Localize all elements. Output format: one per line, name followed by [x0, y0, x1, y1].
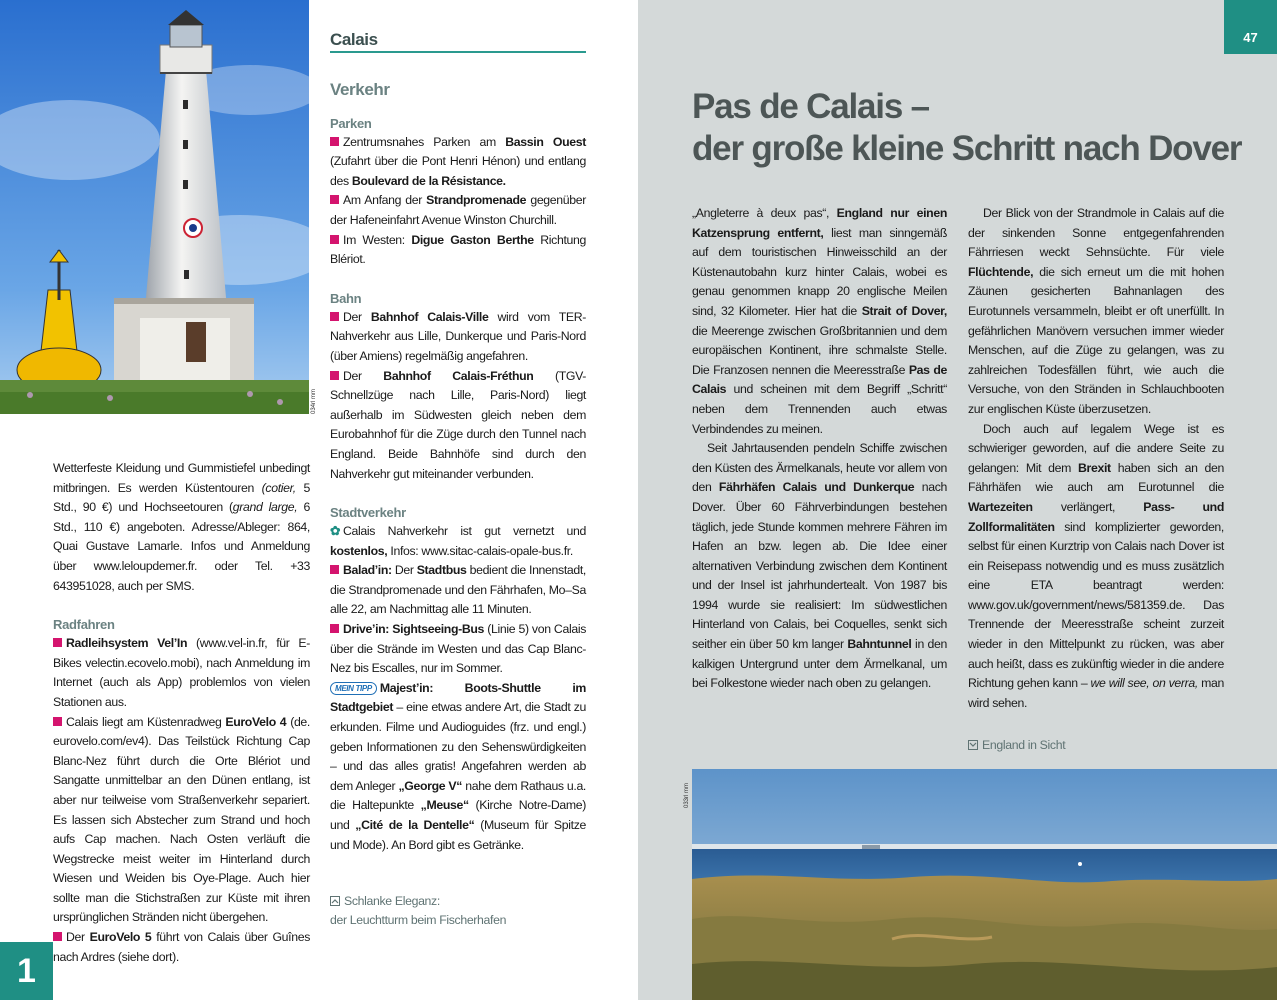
lighthouse-photo [0, 0, 309, 414]
bullet-icon [53, 717, 62, 726]
page-number-tab: 47 [1224, 0, 1277, 54]
caption-arrow-up-icon [330, 896, 340, 906]
right-column-2 [968, 204, 1224, 713]
rad-item-1: Radleihsystem Vel’In (www.vel-in.fr, für E-Bikes velectin.ecovelo.mobi), nach Anmeldung im Internet (auch als App) problemlos von vielen Stationen aus. [53, 636, 311, 709]
article-paragraph-3: Der Blick von der Strandmole in Calais auf die der sinkenden Sonne entgegenfahrenden Fährriesen weckt Sehnsüchte. Für viele Flüchtende, die sich erneut um die mit hohen Zäunen gesicherten Bahnanlagen des Eurotunnels versammeln, bleibt er oft unerfüllt. In gefährlichen Manövern versuchen immer wieder Menschen, auf die Züge zu gelangen, was zu zahlreichen Todesfällen führt, wie auch die Versuche, von den Stränden in Schlauchbooten zur englischen Küste überzusetzen. [968, 206, 1224, 416]
bullet-icon [330, 371, 339, 380]
left-column-2 [330, 80, 586, 855]
right-column-1 [692, 204, 947, 694]
caption-arrow-down-icon [968, 740, 978, 750]
coast-photo [692, 769, 1277, 1000]
article-title: Pas de Calais – der große kleine Schritt nach Dover [692, 87, 1242, 168]
intro-paragraph: Wetterfeste Kleidung und Gummistiefel unbedingt mitbringen. Es werden Küstentouren (cotier, 5 Std., 90 €) und Hochseetouren (grand large, 6 Std., 110 €) angeboten. Adresse/Ableger: 864, Quai Gustave Lamarle. Infos und Anmeldung über www.leloupdemer.fr. oder Tel. +33 643951028, auch per SMS. [53, 461, 310, 593]
stadt-item-1: ✿ Calais Nahverkehr ist gut vernetzt und kostenlos, Infos: www.sitac-calais-opale-bus.fr. [330, 524, 586, 558]
article-paragraph-4: Doch auch auf legalem Wege ist es schwieriger geworden, auf die andere Seite zu gelangen: Mit dem Brexit haben sich an den Fährhäfen wie auch am Eurotunnel die Wartezeiten verlängert, Pass- und Zollformalitäten sind komplizierter geworden, selbst für einen Kurztrip von Calais nach Dover ist ein Reisepass notwendig und es muss zusätzlich eine ETA beantragt werden: www.gov.uk/government/news/581359.de. Das Trennende der Meeresstraße scheint zurzeit wieder in den Mittelpunkt zu rücken, was aber auch heißt, dass es zukünftig wieder in die andere Richtung gehen kann – we will see, on verra, man wird sehen. [968, 421, 1224, 710]
photo-credit-right: 033rl mm [684, 782, 690, 808]
photo-credit-left: 034rl mm [311, 388, 317, 414]
bullet-icon [330, 235, 339, 244]
rad-item-2: Calais liegt am Küstenradweg EuroVelo 4 (de. eurovelo.com/ev4). Das Teilstück Richtung Cap Blanc-Nez führt durch die Orte Blériot und Sangatte unmittelbar an den Dünen entlang, ist aber nur teilweise vom Straßenverkehr separiert. Es lassen sich Abstecher zum Strand und hoch aufs Cap machen. Nach Osten verläuft die Wegstrecke meist weiter im Hinterland durch Wiesen und Weiden bis Oye-Plage. Auch hier sollte man die Stichstraßen zur Küste mit ihren ursprünglichen Stränden nicht übergehen. [53, 714, 310, 925]
stadt-item-3: Drive’in: Sightseeing-Bus (Linie 5) von Calais über die Strände im Westen und das Cap Blanc-Nez bis Escalles, nur im Sommer. [330, 622, 586, 676]
parken-item-1: Zentrumsnahes Parken am Bassin Ouest (Zufahrt über die Pont Henri Hénon) und entlang des Boulevard de la Résistance. [330, 134, 586, 188]
parken-item-3: Im Westen: Digue Gaston Berthe Richtung Blériot. [330, 232, 586, 267]
stadt-item-2: Balad’in: Der Stadtbus bedient die Innenstadt, die Strandpromenade und den Fährhafen, Mo–Sa alle 22, am Nachmittag alle 11 Minuten. [330, 563, 587, 617]
parken-heading: Parken [330, 115, 372, 131]
coast-caption: England in Sicht [968, 736, 1168, 755]
parken-item-2: Am Anfang der Strandpromenade gegenüber der Hafeneinfahrt Avenue Winston Churchill. [330, 193, 586, 227]
bullet-icon [330, 565, 339, 574]
bahn-heading: Bahn [330, 290, 362, 306]
chapter-number-tab: 1 [0, 942, 53, 1000]
article-paragraph-1: „Angleterre à deux pas“, England nur einen Katzensprung entfernt, liest man sinngemäß auf dem touristischen Hinweisschild an der Küstenautobahn kurz hinter Calais, wobei es genau genommen knapp 20 englische Meilen sind, 32 Kilometer. Hier hat die Strait of Dover, die Meerenge zwischen Großbritannien und dem europäischen Kontinent, ihre schmalste Stelle. Die Franzosen nennen die Meeresstraße Pas de Calais und scheinen mit dem Begriff „Schritt“ neben dem Trennenden auch etwas Verbindendes zu meinen. [692, 206, 948, 436]
bullet-icon [53, 932, 62, 941]
bullet-icon [330, 195, 339, 204]
bullet-icon [330, 624, 339, 633]
bullet-icon [53, 638, 62, 647]
verkehr-heading: Verkehr [330, 80, 390, 99]
lighthouse-caption: Schlanke Eleganz: der Leuchtturm beim Fischerhafen [330, 894, 507, 927]
article-paragraph-2: Seit Jahrtausenden pendeln Schiffe zwischen den Küsten des Ärmelkanals, heute vor allem von den Fährhäfen Calais und Dunkerque nach Dover. Über 60 Fährverbindungen bestehen täglich, jede Stunde kommen mehrere Fähren im Hafen an bzw. legen ab. Die Idee einer alternativen Verbindung zwischen dem Kontinent und der Insel ist jahrhundertealt. Von 1987 bis 1994 wurde sie realisiert: Im südwestlichen Hinterland von Calais, bei Coquelles, senkt sich seither ein über 50 km langer Bahntunnel in den kalkigen Untergrund unter dem Ärmelkanal, um bei Folkestone wieder nach oben zu gelangen. [692, 441, 947, 691]
left-page [0, 0, 638, 1000]
left-column-1 [53, 459, 310, 967]
stadtverkehr-heading: Stadtverkehr [330, 505, 406, 521]
bullet-icon [330, 312, 339, 321]
stadt-item-4: MEIN TIPP Majest’in: Boots-Shuttle im Stadtgebiet – eine etwas andere Art, die Stadt zu erkunden. Filme und Audioguides (frz. und engl.) geben Informationen zu den Sehenswürdigkeiten – und das alles gratis! Angefahren werden ab dem Anleger „George V“ nahe dem Rathaus u.a. die Haltepunkte „Meuse“ (Kirche Notre-Dame) und „Cité de la Dentelle“ (Museum für Spitze und Mode). An Bord gibt es Getränke. [330, 680, 587, 852]
mein-tipp-badge: MEIN TIPP [330, 682, 377, 695]
rad-item-3: Der EuroVelo 5 führt von Calais über Guînes nach Ardres (siehe dort). [53, 930, 310, 964]
section-title: Calais [330, 30, 586, 53]
bahn-item-1: Der Bahnhof Calais-Ville wird vom TER-Nahverkehr aus Lille, Dunkerque und Paris-Nord (über Amiens) regelmäßig angefahren. [330, 309, 586, 363]
bahn-item-2: Der Bahnhof Calais-Fréthun (TGV-Schnellzüge nach Lille, Paris-Nord) liegt außerhalb im Südwesten gleich neben dem Eurobahnhof für die Züge durch den Tunnel nach England. Beide Bahnhöfe sind durch den Nahverkehr gut miteinander verbunden. [330, 368, 587, 481]
bullet-icon [330, 137, 339, 146]
radfahren-heading: Radfahren [53, 617, 115, 633]
eco-leaf-icon: ✿ [330, 524, 340, 539]
